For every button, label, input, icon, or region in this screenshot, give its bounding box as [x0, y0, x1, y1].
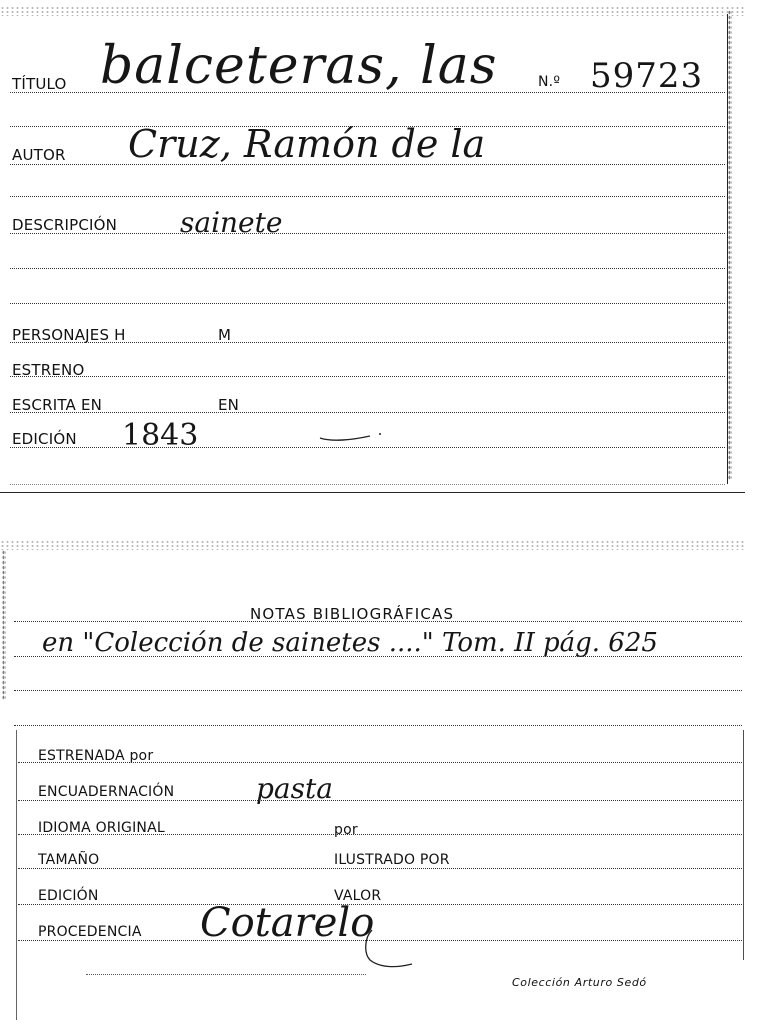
autor-line — [10, 164, 725, 165]
escrita-label: ESCRITA EN — [12, 396, 103, 414]
titulo-value: balceteras, las — [100, 36, 498, 96]
procedencia-label: PROCEDENCIA — [38, 924, 142, 940]
ilustrado-label: ILUSTRADO POR — [334, 852, 450, 868]
card-bottom-edge-texture — [0, 540, 745, 550]
personajes-m-label: M — [218, 326, 232, 344]
last-line — [86, 974, 366, 975]
numero-value: 59723 — [590, 56, 704, 96]
idioma-line — [18, 834, 742, 835]
edicion-line — [10, 447, 725, 448]
descripcion-label: DESCRIPCIÓN — [12, 216, 118, 234]
card-top-right-edge — [728, 10, 732, 480]
notas-line-2 — [14, 656, 742, 657]
autor-value: Cruz, Ramón de la — [128, 122, 486, 166]
notas-value: en "Colección de sainetes ...." Tom. II pág. 625 — [42, 628, 658, 658]
card-top-right-border — [727, 14, 728, 484]
descripcion-value: sainete — [180, 206, 283, 239]
encuadernacion-line — [18, 800, 742, 801]
coleccion-stamp: Colección Arturo Sedó — [512, 976, 647, 989]
autor-label: AUTOR — [12, 146, 66, 164]
edicion-line-bottom — [18, 904, 742, 905]
encuadernacion-label: ENCUADERNACIÓN — [38, 784, 175, 800]
procedencia-value: Cotarelo — [200, 900, 375, 946]
notas-line-4 — [14, 725, 742, 726]
pen-bracket-mark — [360, 928, 420, 976]
descripcion-line — [10, 233, 725, 234]
catalog-card-bottom — [0, 540, 745, 1028]
edicion-label: EDICIÓN — [12, 430, 77, 448]
blank-line-3 — [10, 268, 725, 269]
catalog-card-top — [0, 0, 745, 493]
numero-label: N.º — [538, 74, 561, 90]
tamano-label: TAMAÑO — [38, 852, 100, 868]
blank-line-4 — [10, 303, 725, 304]
blank-line-2 — [10, 196, 725, 197]
card-top-bottom-edge — [0, 492, 745, 493]
encuadernacion-value: pasta — [256, 772, 333, 805]
card-top-edge-texture — [0, 6, 745, 16]
escrita-en-label: EN — [218, 396, 240, 414]
idioma-por-label: por — [334, 822, 358, 838]
estreno-line — [10, 376, 725, 377]
card-bottom-left-border — [16, 730, 17, 1020]
personajes-label: PERSONAJES H — [12, 326, 126, 344]
personajes-line — [10, 342, 725, 343]
notas-line-1 — [14, 621, 742, 622]
estreno-label: ESTRENO — [12, 361, 85, 379]
titulo-label: TÍTULO — [12, 75, 67, 93]
estrenada-line — [18, 762, 742, 763]
tamano-line — [18, 868, 742, 869]
notas-line-3 — [14, 690, 742, 691]
estrenada-label: ESTRENADA por — [38, 748, 154, 764]
escrita-line — [10, 412, 725, 413]
pen-stroke-mark — [318, 428, 388, 444]
card-bottom-left-edge — [2, 550, 6, 700]
card-bottom-right-border — [743, 730, 744, 960]
edicion-value: 1843 — [122, 418, 199, 453]
valor-label: VALOR — [334, 888, 382, 904]
idioma-label: IDIOMA ORIGINAL — [38, 820, 165, 836]
notas-heading: NOTAS BIBLIOGRÁFICAS — [250, 605, 455, 623]
bottom-line — [10, 484, 725, 485]
titulo-line — [10, 92, 725, 93]
edicion-label-bottom: EDICIÓN — [38, 888, 99, 904]
